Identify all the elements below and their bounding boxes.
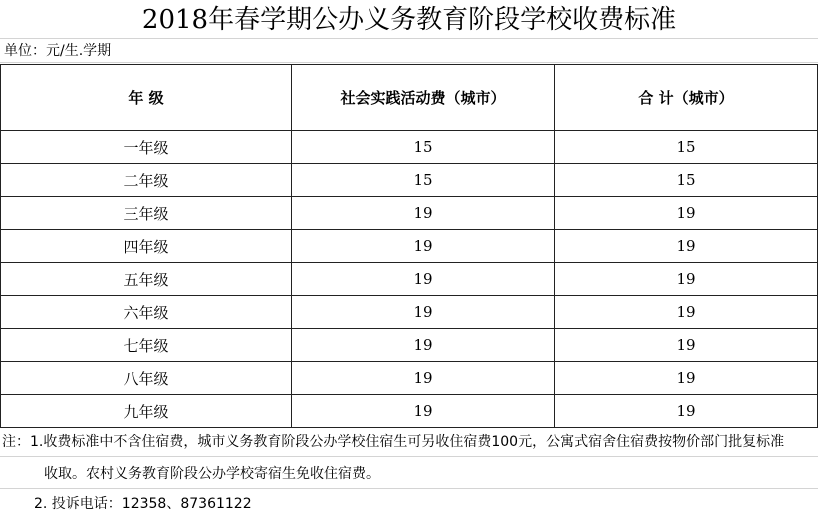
total-cell: 19 [555,329,818,362]
table-row [1,329,818,362]
total-cell: 19 [555,296,818,329]
fee-cell: 15 [292,164,555,197]
note-line-3: 2. 投诉电话：12358、87361122 [34,496,252,512]
grade-cell: 四年级 [1,230,292,263]
fee-cell: 19 [292,362,555,395]
fee-cell: 19 [292,230,555,263]
grade-cell: 九年级 [1,395,292,428]
header-grade: 年 级 [1,65,292,131]
table-row [1,362,818,395]
fee-cell: 19 [292,197,555,230]
fee-cell: 19 [292,395,555,428]
grade-cell: 一年级 [1,131,292,164]
fee-table [0,64,818,428]
grade-cell: 八年级 [1,362,292,395]
table-row [1,131,818,164]
total-cell: 19 [555,230,818,263]
page-title: 2018年春学期公办义务教育阶段学校收费标准 [141,5,677,35]
note-line-2: 收取。农村义务教育阶段公办学校寄宿生免收住宿费。 [44,466,380,482]
grade-cell: 三年级 [1,197,292,230]
unit-label: 单位：元/生.学期 [4,43,112,59]
grade-cell: 五年级 [1,263,292,296]
grade-cell: 七年级 [1,329,292,362]
fee-cell: 19 [292,263,555,296]
table-row [1,263,818,296]
grid-line [0,62,818,63]
total-cell: 19 [555,395,818,428]
fee-cell: 19 [292,296,555,329]
table-row [1,296,818,329]
table-row [1,164,818,197]
grid-line [0,38,818,39]
table-row [1,197,818,230]
total-cell: 19 [555,362,818,395]
total-cell: 19 [555,197,818,230]
total-cell: 15 [555,164,818,197]
header-total: 合 计（城市） [555,65,818,131]
table-row [1,230,818,263]
note-line-1: 注：1.收费标准中不含住宿费，城市义务教育阶段公办学校住宿生可另收住宿费100元，公寓式宿舍住宿费按物价部门批复标准 [2,434,785,450]
header-activity-fee: 社会实践活动费（城市） [292,65,555,131]
fee-cell: 19 [292,329,555,362]
grid-line [0,488,818,489]
table-header-row [1,65,818,131]
fee-cell: 15 [292,131,555,164]
total-cell: 19 [555,263,818,296]
grade-cell: 二年级 [1,164,292,197]
grade-cell: 六年级 [1,296,292,329]
grid-line [0,456,818,457]
table-row [1,395,818,428]
total-cell: 15 [555,131,818,164]
